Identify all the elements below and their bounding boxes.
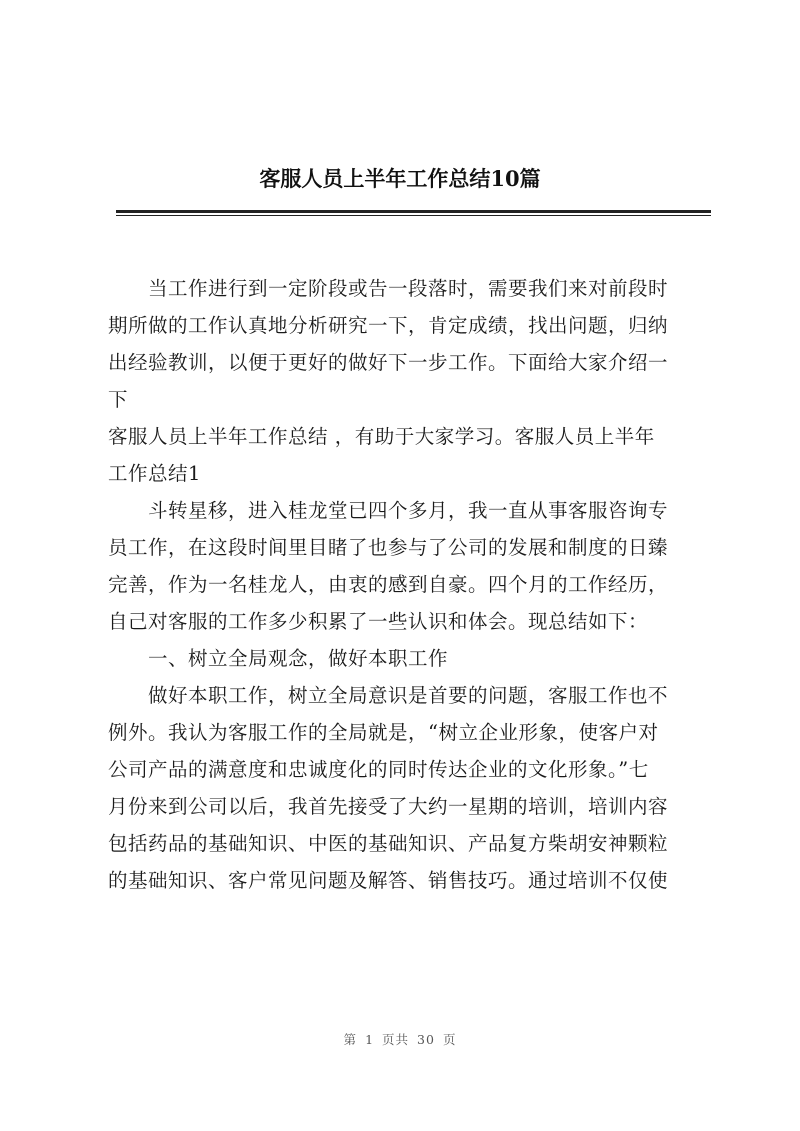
body-line: 期所做的工作认真地分析研究一下，肯定成绩，找出问题，归纳 <box>108 314 669 337</box>
document-title: 客服人员上半年工作总结10篇 <box>259 166 541 191</box>
footer-prefix: 第 <box>343 1032 358 1047</box>
body-line: 例外。我认为客服工作的全局就是，“树立企业形象，使客户对 <box>108 721 659 744</box>
body-line: 月份来到公司以后，我首先接受了大约一星期的培训，培训内容 <box>108 795 669 818</box>
body-line: 下 <box>108 388 129 411</box>
footer-current-page: 1 <box>365 1032 375 1047</box>
body-line: 斗转星移，进入桂龙堂已四个多月，我一直从事客服咨询专 <box>108 499 669 522</box>
footer-mid: 页共 <box>382 1032 410 1047</box>
body-line: 自己对客服的工作多少积累了一些认识和体会。现总结如下： <box>108 610 649 633</box>
body-line: 工作总结1 <box>108 462 201 485</box>
title-rule-thin <box>116 215 711 216</box>
footer-suffix: 页 <box>442 1032 457 1047</box>
document-body <box>108 270 708 899</box>
body-line: 包括药品的基础知识、中医的基础知识、产品复方柴胡安神颗粒 <box>108 832 669 855</box>
page-footer <box>0 1030 800 1048</box>
body-line: 一、树立全局观念，做好本职工作 <box>108 647 449 670</box>
body-line: 完善，作为一名桂龙人，由衷的感到自豪。四个月的工作经历， <box>108 573 669 596</box>
body-line: 公司产品的满意度和忠诚度化的同时传达企业的文化形象。”七 <box>108 758 649 781</box>
body-line: 客服人员上半年工作总结 ，有助于大家学习。客服人员上半年 <box>108 425 655 448</box>
body-line: 当工作进行到一定阶段或告一段落时，需要我们来对前段时 <box>108 277 669 300</box>
body-line: 做好本职工作，树立全局意识是首要的问题，客服工作也不 <box>108 684 669 707</box>
body-line: 的基础知识、客户常见问题及解答、销售技巧。通过培训不仅使 <box>108 869 669 892</box>
body-line: 出经验教训，以便于更好的做好下一步工作。下面给大家介绍一 <box>108 351 669 374</box>
footer-total-pages: 30 <box>417 1032 435 1047</box>
title-rule-thick <box>116 210 711 213</box>
body-line: 员工作，在这段时间里目睹了也参与了公司的发展和制度的日臻 <box>108 536 669 559</box>
